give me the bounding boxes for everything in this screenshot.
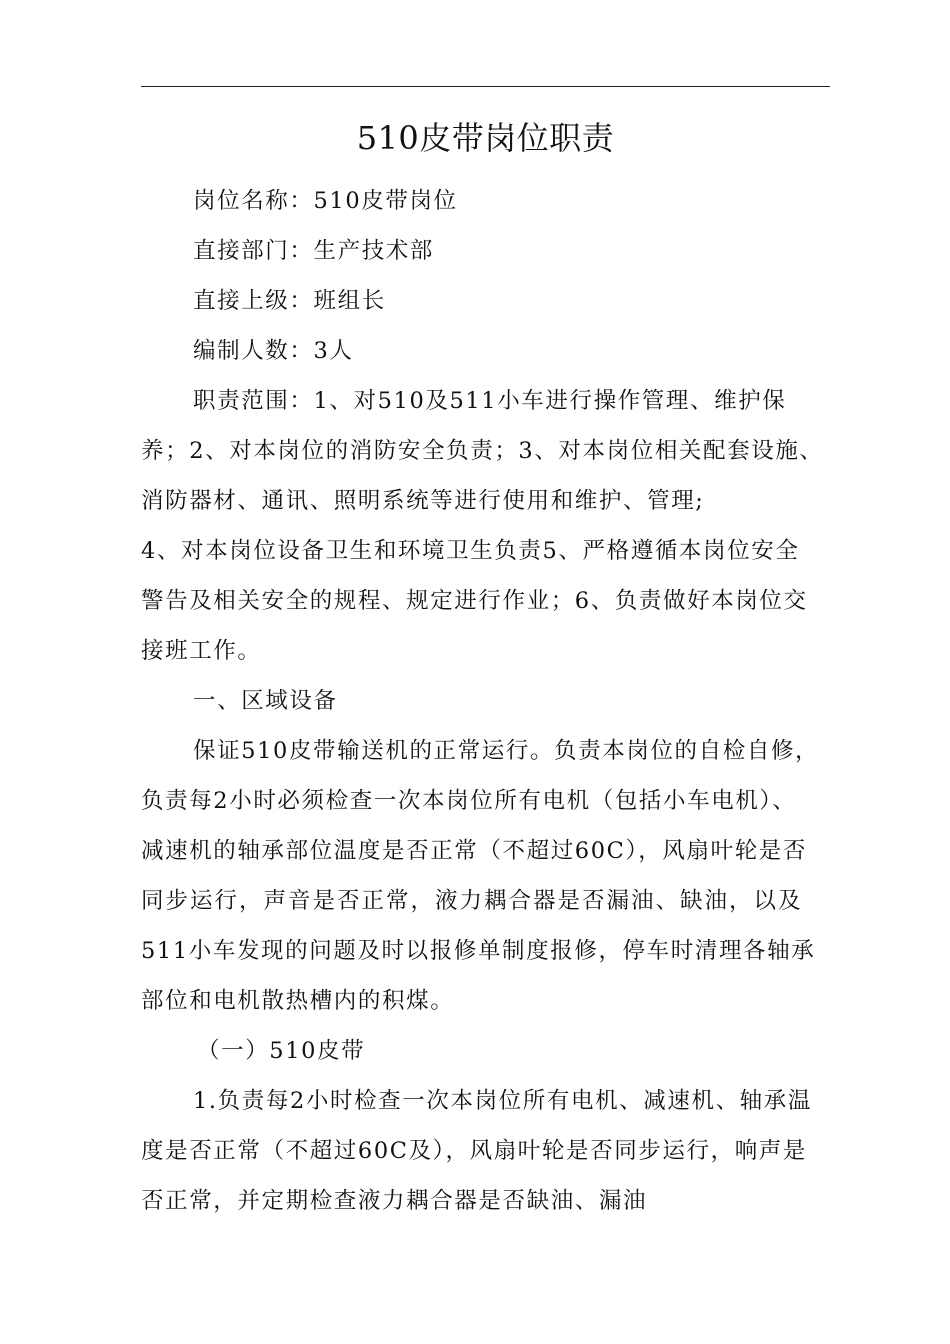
document-title: 510皮带岗位职责 [356, 119, 615, 157]
supervisor-line: 直接上级：班组长 [193, 288, 386, 314]
paragraph-line: 511小车发现的问题及时以报修单制度报修，停车时清理各轴承 [141, 938, 816, 964]
responsibility-line: 接班工作。 [141, 638, 262, 664]
responsibility-line: 职责范围：1、对510及511小车进行操作管理、维护保 [193, 388, 787, 414]
paragraph-line: 1.负责每2小时检查一次本岗位所有电机、减速机、轴承温 [193, 1088, 812, 1114]
paragraph-line: 部位和电机散热槽内的积煤。 [141, 988, 455, 1014]
paragraph-line: 保证510皮带输送机的正常运行。负责本岗位的自检自修， [193, 738, 820, 764]
paragraph-line: 同步运行，声音是否正常，液力耦合器是否漏油、缺油，以及 [141, 888, 803, 914]
post-name-line: 岗位名称：510皮带岗位 [193, 188, 458, 214]
responsibility-line: 养；2、对本岗位的消防安全负责；3、对本岗位相关配套设施、 [141, 438, 824, 464]
paragraph-line: 度是否正常（不超过60C及），风扇叶轮是否同步运行，响声是 [141, 1138, 807, 1164]
section-heading: 一、区域设备 [193, 688, 338, 714]
header-rule [141, 86, 830, 87]
paragraph-line: 否正常，并定期检查液力耦合器是否缺油、漏油 [141, 1188, 648, 1214]
responsibility-line: 4、对本岗位设备卫生和环境卫生负责5、严格遵循本岗位安全 [141, 538, 800, 564]
responsibility-line: 消防器材、通讯、照明系统等进行使用和维护、管理; [141, 488, 705, 514]
paragraph-line: 负责每2小时必须检查一次本岗位所有电机（包括小车电机）、 [141, 788, 797, 814]
paragraph-line: 减速机的轴承部位温度是否正常（不超过60C），风扇叶轮是否 [141, 838, 807, 864]
department-line: 直接部门：生产技术部 [193, 238, 435, 264]
subsection-heading: （一）510皮带 [197, 1038, 366, 1064]
responsibility-line: 警告及相关安全的规程、规定进行作业；6、负责做好本岗位交 [141, 588, 808, 614]
headcount-line: 编制人数：3人 [193, 338, 354, 364]
